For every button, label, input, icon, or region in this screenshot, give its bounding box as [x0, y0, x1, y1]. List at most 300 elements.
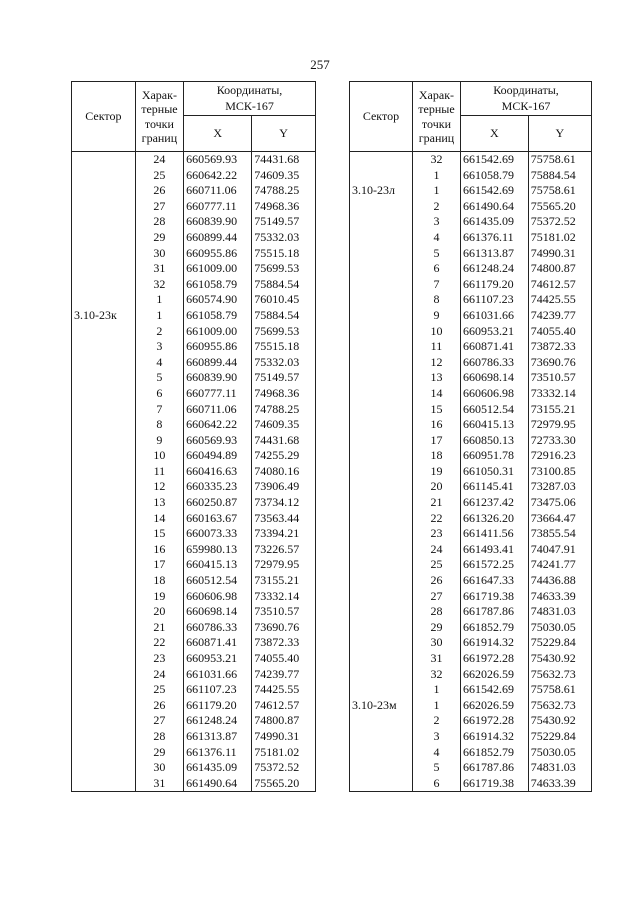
y-cell: 74255.29: [252, 448, 316, 464]
x-cell: 661972.28: [461, 651, 529, 667]
x-cell: 660711.06: [184, 402, 252, 418]
y-cell: 75758.61: [528, 183, 591, 199]
point-cell: 7: [135, 402, 183, 418]
x-cell: 661490.64: [184, 776, 252, 792]
x-cell: 660698.14: [184, 604, 252, 620]
x-cell: 661031.66: [461, 308, 529, 324]
sector-cell: [350, 370, 413, 386]
point-cell: 29: [135, 745, 183, 761]
sector-cell: 3.10-23л: [350, 183, 413, 199]
table-row: [72, 214, 316, 230]
sector-cell: [72, 292, 136, 308]
point-cell: 5: [412, 246, 460, 262]
y-cell: 74612.57: [528, 277, 591, 293]
table-row: [72, 339, 316, 355]
table-row: [350, 402, 592, 418]
point-cell: 31: [135, 776, 183, 792]
y-cell: 75884.54: [528, 168, 591, 184]
table-row: [72, 152, 316, 168]
point-cell: 32: [412, 152, 460, 168]
table-row: [72, 698, 316, 714]
coordinates-table-right: [349, 81, 592, 792]
table-row: [72, 667, 316, 683]
sector-cell: [72, 324, 136, 340]
point-cell: 17: [135, 557, 183, 573]
y-cell: 72916.23: [528, 448, 591, 464]
table-row: [350, 589, 592, 605]
sector-cell: [72, 355, 136, 371]
sector-cell: [72, 261, 136, 277]
y-cell: 75758.61: [528, 152, 591, 168]
sector-cell: [72, 199, 136, 215]
sector-cell: [350, 635, 413, 651]
point-cell: 25: [135, 682, 183, 698]
y-cell: 73872.33: [528, 339, 591, 355]
table-row: [72, 511, 316, 527]
y-cell: 74239.77: [528, 308, 591, 324]
sector-cell: [72, 448, 136, 464]
table-row: [72, 277, 316, 293]
sector-cell: [72, 495, 136, 511]
sector-cell: [72, 433, 136, 449]
point-cell: 30: [412, 635, 460, 651]
y-cell: 74055.40: [252, 651, 316, 667]
x-cell: 661435.09: [461, 214, 529, 230]
x-cell: 661326.20: [461, 511, 529, 527]
sector-cell: [350, 230, 413, 246]
point-cell: 13: [412, 370, 460, 386]
x-cell: 660335.23: [184, 479, 252, 495]
sector-cell: [350, 620, 413, 636]
y-cell: 74239.77: [252, 667, 316, 683]
y-cell: 76010.45: [252, 292, 316, 308]
table-row: [350, 760, 592, 776]
y-cell: 72979.95: [252, 557, 316, 573]
x-cell: 661009.00: [184, 324, 252, 340]
table-row: [350, 745, 592, 761]
point-cell: 19: [135, 589, 183, 605]
x-cell: 661248.24: [184, 713, 252, 729]
sector-cell: [350, 589, 413, 605]
y-cell: 74080.16: [252, 464, 316, 480]
point-cell: 15: [135, 526, 183, 542]
x-cell: 661542.69: [461, 183, 529, 199]
y-cell: 74633.39: [528, 589, 591, 605]
x-cell: 660606.98: [184, 589, 252, 605]
header-characteristic-points: Харак- терные точки границ: [135, 82, 183, 152]
table-row: [350, 542, 592, 558]
y-cell: 74431.68: [252, 152, 316, 168]
point-cell: 4: [412, 745, 460, 761]
table-row: [350, 246, 592, 262]
sector-cell: [350, 511, 413, 527]
x-cell: 661787.86: [461, 760, 529, 776]
y-cell: 74800.87: [252, 713, 316, 729]
point-cell: 21: [412, 495, 460, 511]
point-cell: 26: [135, 183, 183, 199]
x-cell: 660494.89: [184, 448, 252, 464]
header-x: X: [461, 116, 529, 152]
table-row: [72, 402, 316, 418]
y-cell: 73100.85: [528, 464, 591, 480]
x-cell: 661058.79: [184, 277, 252, 293]
point-cell: 1: [135, 292, 183, 308]
table-row: [350, 729, 592, 745]
y-cell: 72979.95: [528, 417, 591, 433]
x-cell: 660839.90: [184, 370, 252, 386]
sector-cell: [72, 386, 136, 402]
table-row: [350, 355, 592, 371]
point-cell: 21: [135, 620, 183, 636]
table-row: [350, 698, 592, 714]
sector-cell: [350, 745, 413, 761]
sector-cell: [350, 495, 413, 511]
sector-cell: [350, 199, 413, 215]
header-characteristic-points: Харак- терные точки границ: [412, 82, 460, 152]
x-cell: 661972.28: [461, 713, 529, 729]
x-cell: 660850.13: [461, 433, 529, 449]
table-row: [350, 573, 592, 589]
table-row: [72, 776, 316, 792]
y-cell: 75030.05: [528, 620, 591, 636]
sector-cell: [350, 433, 413, 449]
x-cell: 661852.79: [461, 620, 529, 636]
sector-cell: [72, 479, 136, 495]
table-row: [350, 324, 592, 340]
x-cell: 660951.78: [461, 448, 529, 464]
table-row: [350, 168, 592, 184]
x-cell: 661435.09: [184, 760, 252, 776]
x-cell: 661376.11: [461, 230, 529, 246]
y-cell: 75515.18: [252, 339, 316, 355]
y-cell: 74968.36: [252, 199, 316, 215]
x-cell: 661031.66: [184, 667, 252, 683]
table-row: [72, 168, 316, 184]
table-row: [72, 682, 316, 698]
point-cell: 3: [412, 729, 460, 745]
x-cell: 660073.33: [184, 526, 252, 542]
x-cell: 660569.93: [184, 152, 252, 168]
x-cell: 660953.21: [184, 651, 252, 667]
point-cell: 1: [412, 682, 460, 698]
table-row: [350, 604, 592, 620]
point-cell: 2: [135, 324, 183, 340]
point-cell: 27: [135, 199, 183, 215]
x-cell: 660786.33: [461, 355, 529, 371]
table-row: [350, 776, 592, 792]
x-cell: 660606.98: [461, 386, 529, 402]
point-cell: 32: [135, 277, 183, 293]
table-row: [72, 292, 316, 308]
point-cell: 31: [135, 261, 183, 277]
table-row: [350, 370, 592, 386]
point-cell: 11: [412, 339, 460, 355]
point-cell: 28: [412, 604, 460, 620]
sector-cell: [350, 542, 413, 558]
point-cell: 4: [135, 355, 183, 371]
y-cell: 73664.47: [528, 511, 591, 527]
x-cell: 661647.33: [461, 573, 529, 589]
x-cell: 660163.67: [184, 511, 252, 527]
sector-cell: [350, 386, 413, 402]
point-cell: 18: [135, 573, 183, 589]
x-cell: 661542.69: [461, 152, 529, 168]
point-cell: 14: [412, 386, 460, 402]
point-cell: 8: [412, 292, 460, 308]
point-cell: 8: [135, 417, 183, 433]
y-cell: 73475.06: [528, 495, 591, 511]
y-cell: 73872.33: [252, 635, 316, 651]
sector-cell: [72, 713, 136, 729]
x-cell: 659980.13: [184, 542, 252, 558]
table-row: [350, 448, 592, 464]
point-cell: 1: [412, 183, 460, 199]
point-cell: 1: [135, 308, 183, 324]
page-number: 257: [310, 57, 330, 72]
y-cell: 74425.55: [252, 682, 316, 698]
sector-cell: [72, 620, 136, 636]
x-cell: 660955.86: [184, 339, 252, 355]
y-cell: 72733.30: [528, 433, 591, 449]
point-cell: 24: [135, 667, 183, 683]
sector-cell: [350, 152, 413, 168]
table-row: [72, 230, 316, 246]
sector-cell: [72, 776, 136, 792]
point-cell: 3: [135, 339, 183, 355]
point-cell: 9: [135, 433, 183, 449]
sector-cell: [72, 152, 136, 168]
sector-cell: [72, 651, 136, 667]
table-row: [350, 214, 592, 230]
sector-cell: [350, 776, 413, 792]
sector-cell: [72, 635, 136, 651]
point-cell: 28: [135, 729, 183, 745]
sector-cell: [350, 417, 413, 433]
y-cell: 75149.57: [252, 214, 316, 230]
y-cell: 75758.61: [528, 682, 591, 698]
sector-cell: [350, 464, 413, 480]
point-cell: 2: [412, 713, 460, 729]
x-cell: 661719.38: [461, 589, 529, 605]
x-cell: 661248.24: [461, 261, 529, 277]
point-cell: 26: [135, 698, 183, 714]
x-cell: 661787.86: [461, 604, 529, 620]
y-cell: 74612.57: [252, 698, 316, 714]
x-cell: 661376.11: [184, 745, 252, 761]
table-row: [350, 152, 592, 168]
coordinates-table-left: [71, 81, 316, 792]
x-cell: 661542.69: [461, 682, 529, 698]
x-cell: 661490.64: [461, 199, 529, 215]
y-cell: 74633.39: [528, 776, 591, 792]
x-cell: 660839.90: [184, 214, 252, 230]
y-cell: 73155.21: [252, 573, 316, 589]
x-cell: 661914.32: [461, 729, 529, 745]
sector-cell: [72, 526, 136, 542]
x-cell: 660899.44: [184, 230, 252, 246]
point-cell: 20: [135, 604, 183, 620]
point-cell: 6: [412, 776, 460, 792]
point-cell: 23: [135, 651, 183, 667]
table-row: [350, 557, 592, 573]
point-cell: 5: [135, 370, 183, 386]
point-cell: 22: [412, 511, 460, 527]
sector-cell: [350, 479, 413, 495]
y-cell: 75884.54: [252, 277, 316, 293]
y-cell: 73690.76: [252, 620, 316, 636]
table-row: [72, 542, 316, 558]
y-cell: 75372.52: [528, 214, 591, 230]
table-row: [72, 464, 316, 480]
sector-cell: [72, 370, 136, 386]
table-row: [350, 339, 592, 355]
y-cell: 75884.54: [252, 308, 316, 324]
table-row: [72, 183, 316, 199]
point-cell: 10: [135, 448, 183, 464]
sector-cell: [72, 667, 136, 683]
table-row: [350, 479, 592, 495]
x-cell: 660786.33: [184, 620, 252, 636]
sector-cell: [350, 667, 413, 683]
sector-cell: [72, 402, 136, 418]
x-cell: 660415.13: [184, 557, 252, 573]
point-cell: 25: [412, 557, 460, 573]
x-cell: 661719.38: [461, 776, 529, 792]
table-row: [72, 433, 316, 449]
table-row: [350, 526, 592, 542]
sector-cell: [72, 183, 136, 199]
table-row: [350, 667, 592, 683]
point-cell: 29: [412, 620, 460, 636]
sector-cell: [72, 760, 136, 776]
y-cell: 75430.92: [528, 713, 591, 729]
point-cell: 32: [412, 667, 460, 683]
point-cell: 14: [135, 511, 183, 527]
sector-cell: [350, 651, 413, 667]
x-cell: 661009.00: [184, 261, 252, 277]
sector-cell: [72, 557, 136, 573]
point-cell: 26: [412, 573, 460, 589]
y-cell: 73855.54: [528, 526, 591, 542]
table-row: [72, 199, 316, 215]
y-cell: 73226.57: [252, 542, 316, 558]
point-cell: 24: [135, 152, 183, 168]
sector-cell: [72, 745, 136, 761]
point-cell: 7: [412, 277, 460, 293]
y-cell: 74831.03: [528, 760, 591, 776]
y-cell: 74831.03: [528, 604, 591, 620]
y-cell: 74436.88: [528, 573, 591, 589]
table-row: [350, 713, 592, 729]
sector-cell: [350, 292, 413, 308]
x-cell: 660415.13: [461, 417, 529, 433]
x-cell: 661058.79: [184, 308, 252, 324]
point-cell: 1: [412, 698, 460, 714]
table-body-right: [350, 152, 592, 792]
sector-cell: [350, 339, 413, 355]
sector-cell: [350, 324, 413, 340]
point-cell: 3: [412, 214, 460, 230]
point-cell: 28: [135, 214, 183, 230]
x-cell: 661237.42: [461, 495, 529, 511]
point-cell: 4: [412, 230, 460, 246]
y-cell: 73332.14: [252, 589, 316, 605]
x-cell: 661493.41: [461, 542, 529, 558]
point-cell: 24: [412, 542, 460, 558]
x-cell: 661313.87: [461, 246, 529, 262]
table-row: [350, 308, 592, 324]
y-cell: 75332.03: [252, 355, 316, 371]
y-cell: 74990.31: [528, 246, 591, 262]
point-cell: 27: [135, 713, 183, 729]
header-sector: Сектор: [350, 82, 413, 152]
y-cell: 73690.76: [528, 355, 591, 371]
sector-cell: [72, 230, 136, 246]
sector-cell: [72, 214, 136, 230]
header-y: Y: [252, 116, 316, 152]
y-cell: 75565.20: [252, 776, 316, 792]
y-cell: 73734.12: [252, 495, 316, 511]
x-cell: 660574.90: [184, 292, 252, 308]
sector-cell: [350, 526, 413, 542]
sector-cell: [72, 277, 136, 293]
sector-cell: [72, 729, 136, 745]
x-cell: 661313.87: [184, 729, 252, 745]
y-cell: 75149.57: [252, 370, 316, 386]
sector-cell: [350, 214, 413, 230]
sector-cell: [350, 402, 413, 418]
x-cell: 660416.63: [184, 464, 252, 480]
y-cell: 74800.87: [528, 261, 591, 277]
sector-cell: [72, 698, 136, 714]
x-cell: 660642.22: [184, 417, 252, 433]
y-cell: 74990.31: [252, 729, 316, 745]
point-cell: 31: [412, 651, 460, 667]
point-cell: 27: [412, 589, 460, 605]
sector-cell: 3.10-23м: [350, 698, 413, 714]
sector-cell: [72, 168, 136, 184]
y-cell: 73563.44: [252, 511, 316, 527]
x-cell: 660642.22: [184, 168, 252, 184]
x-cell: 660512.54: [184, 573, 252, 589]
table-row: [72, 651, 316, 667]
y-cell: 75229.84: [528, 635, 591, 651]
table-row: [72, 479, 316, 495]
sector-cell: [72, 246, 136, 262]
x-cell: 660777.11: [184, 386, 252, 402]
x-cell: 661107.23: [184, 682, 252, 698]
sector-cell: [350, 760, 413, 776]
point-cell: 25: [135, 168, 183, 184]
table-row: [72, 324, 316, 340]
table-body-left: [72, 152, 316, 792]
table-row: [72, 745, 316, 761]
x-cell: 660250.87: [184, 495, 252, 511]
table-row: [350, 635, 592, 651]
x-cell: 660698.14: [461, 370, 529, 386]
table-row: [350, 464, 592, 480]
x-cell: 660871.41: [461, 339, 529, 355]
y-cell: 75632.73: [528, 667, 591, 683]
sector-cell: [350, 277, 413, 293]
point-cell: 12: [412, 355, 460, 371]
y-cell: 74431.68: [252, 433, 316, 449]
point-cell: 20: [412, 479, 460, 495]
table-row: [72, 573, 316, 589]
x-cell: 662026.59: [461, 667, 529, 683]
header-x: X: [184, 116, 252, 152]
sector-cell: [72, 542, 136, 558]
